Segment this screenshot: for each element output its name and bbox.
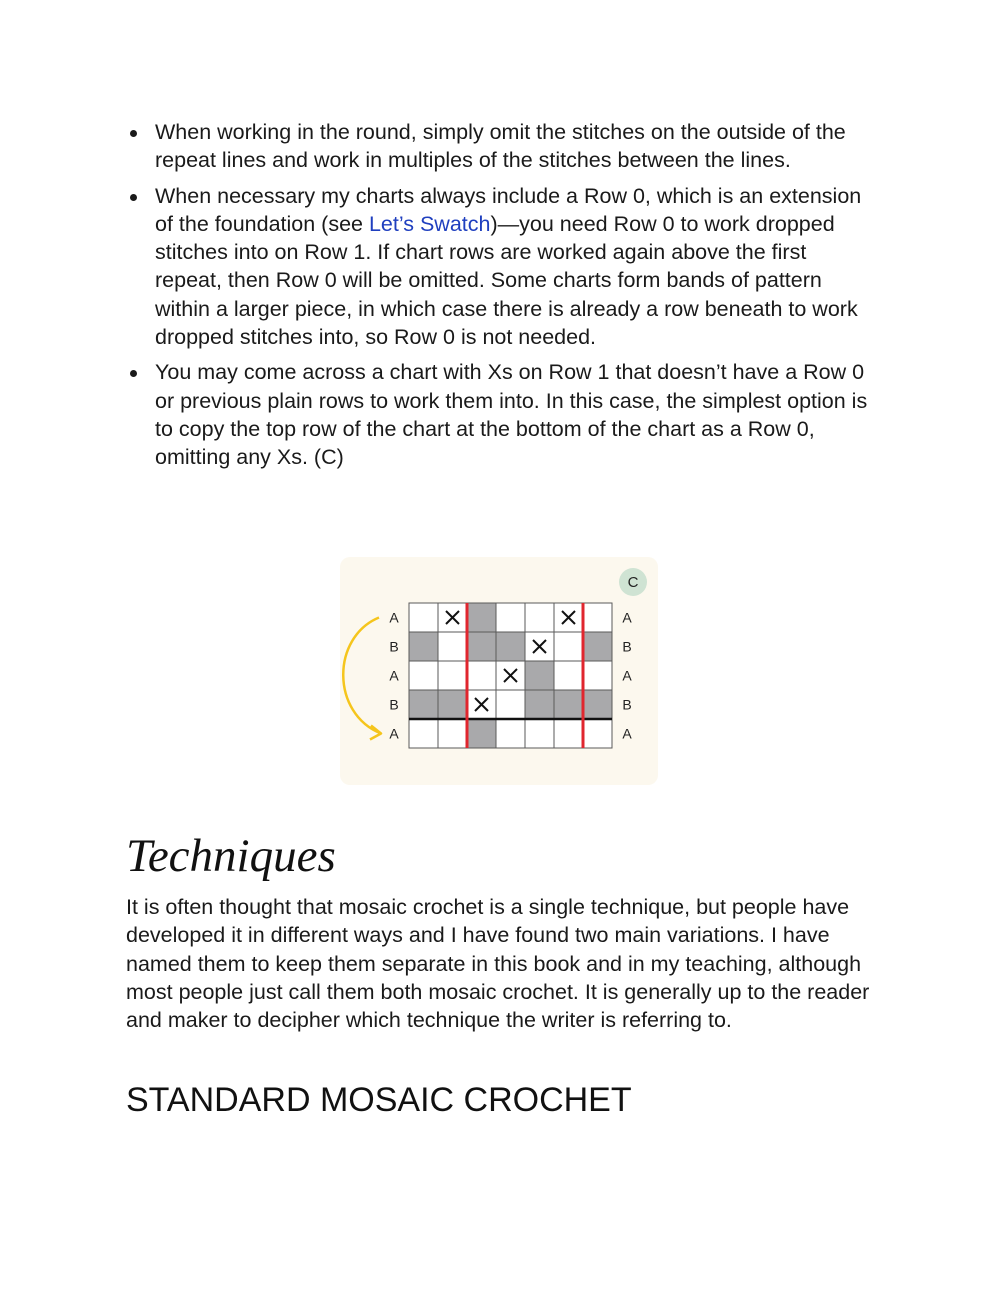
lets-swatch-link[interactable]: Let’s Swatch	[368, 211, 491, 236]
bullet-text: You may come across a chart with Xs on Row 1 that doesn’t have a Row 0 or previous plain rows to work them into. In this case, the simplest option is to copy the top row of the chart at the bottom of the chart as a Row 0, omitting any Xs. (C)	[155, 360, 868, 470]
row-label-right: A	[622, 667, 632, 684]
chart-cell	[467, 632, 496, 661]
chart-cell	[525, 690, 554, 719]
chart-cell	[409, 603, 438, 632]
chart-figure	[340, 557, 658, 785]
bullet-dot	[130, 130, 137, 137]
chart-cell	[438, 632, 467, 661]
bullet-dot	[130, 370, 137, 377]
bullet-item-2	[127, 182, 877, 352]
row-label-right: B	[622, 696, 632, 713]
chart-cell	[467, 603, 496, 632]
badge-label: C	[627, 574, 639, 591]
row-label-right: A	[622, 609, 632, 626]
row-label-left: B	[389, 696, 399, 713]
chart-cell	[496, 632, 525, 661]
chart-cell	[409, 690, 438, 719]
chart-cell	[554, 632, 583, 661]
chart-cell	[583, 603, 612, 632]
row-label-left: A	[389, 667, 399, 684]
chart-cell	[409, 719, 438, 748]
chart-cell	[438, 690, 467, 719]
row-label-right: A	[622, 725, 632, 742]
repeat-arrow-head	[370, 726, 381, 740]
row-label-left: A	[389, 725, 399, 742]
bullet-list	[127, 118, 877, 479]
chart-cell	[525, 719, 554, 748]
bullet-text: When working in the round, simply omit the stitches on the outside of the repeat lines and work in multiples of the stitches between the lines.	[155, 120, 846, 173]
chart-cell	[583, 719, 612, 748]
repeat-arrow	[343, 618, 381, 734]
bullet-item-3	[127, 358, 877, 471]
chart-cell	[525, 661, 554, 690]
chart-cell	[583, 661, 612, 690]
chart-cell	[409, 632, 438, 661]
chart-cell	[409, 661, 438, 690]
chart-cell	[438, 661, 467, 690]
row-label-left: B	[389, 638, 399, 655]
row-label-left: A	[389, 609, 399, 626]
mosaic-chart	[340, 557, 658, 785]
chart-cell	[467, 719, 496, 748]
chart-cell	[496, 690, 525, 719]
chart-cell	[496, 603, 525, 632]
page-heading: Techniques	[126, 830, 336, 882]
chart-cell	[467, 661, 496, 690]
bullet-text-before: When necessary my charts always include a Row 0, which is an extension of the foundation (see	[155, 183, 862, 236]
chart-cell	[554, 719, 583, 748]
chart-cell	[438, 719, 467, 748]
chart-cell	[554, 690, 583, 719]
bullet-text-after: )—you need Row 0 to work dropped stitches into on Row 1. If chart rows are worked again above the first repeat, then Row 0 will be omitted. Some charts form bands of pattern within a larger piece, in which case there is already a row beneath to work dropped stitches into, so Row 0 is not needed.	[155, 211, 858, 350]
section-subheading: STANDARD MOSAIC CROCHET	[126, 1081, 632, 1119]
bullet-item-1	[127, 118, 877, 175]
body-paragraph: It is often thought that mosaic crochet is a single technique, but people have developed it in different ways and I have found two main variations. I have named them to keep them separate in this book and in my teaching, although most people just call them both mosaic crochet. It is generally up to the reader and maker to decipher which technique the writer is referring to.	[126, 895, 870, 1033]
chart-cell	[583, 632, 612, 661]
bullet-dot	[130, 194, 137, 201]
row-label-right: B	[622, 638, 632, 655]
chart-cell	[496, 719, 525, 748]
chart-cell	[554, 661, 583, 690]
chart-cell	[583, 690, 612, 719]
chart-cell	[525, 603, 554, 632]
